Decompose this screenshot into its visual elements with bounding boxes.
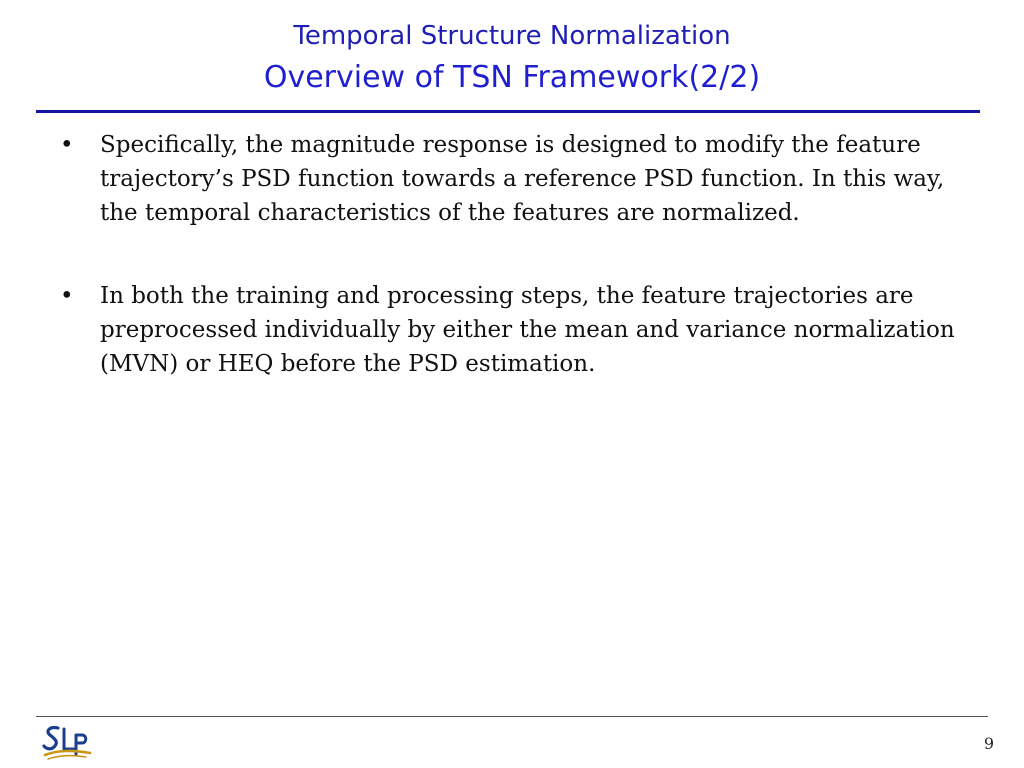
slide-title: Temporal Structure Normalization: [293, 21, 731, 51]
bullet-dot: •: [60, 132, 74, 158]
slide-subtitle: Overview of TSN Framework(2/2): [263, 60, 761, 95]
bullet-dot: •: [60, 283, 74, 309]
slp-logo-graphic: [42, 722, 94, 762]
footer-divider: [36, 716, 988, 717]
bullet-item: [54, 128, 974, 230]
bullet-list: [54, 128, 974, 430]
slp-logo: [42, 722, 94, 762]
bullet-text: Specifically, the magnitude response is designed to modify the feature trajectory’s PSD function towards a reference PSD function. In this way, the temporal characteristics of the features are normalized.: [100, 132, 945, 226]
bullet-text: In both the training and processing steps, the feature trajectories are preprocessed individually by either the mean and variance normalization (MVN) or HEQ before the PSD estimation.: [100, 283, 955, 377]
bullet-item: [54, 279, 974, 381]
page-number: 9: [983, 734, 994, 753]
title-block: [0, 14, 1024, 98]
title-divider: [36, 110, 980, 113]
